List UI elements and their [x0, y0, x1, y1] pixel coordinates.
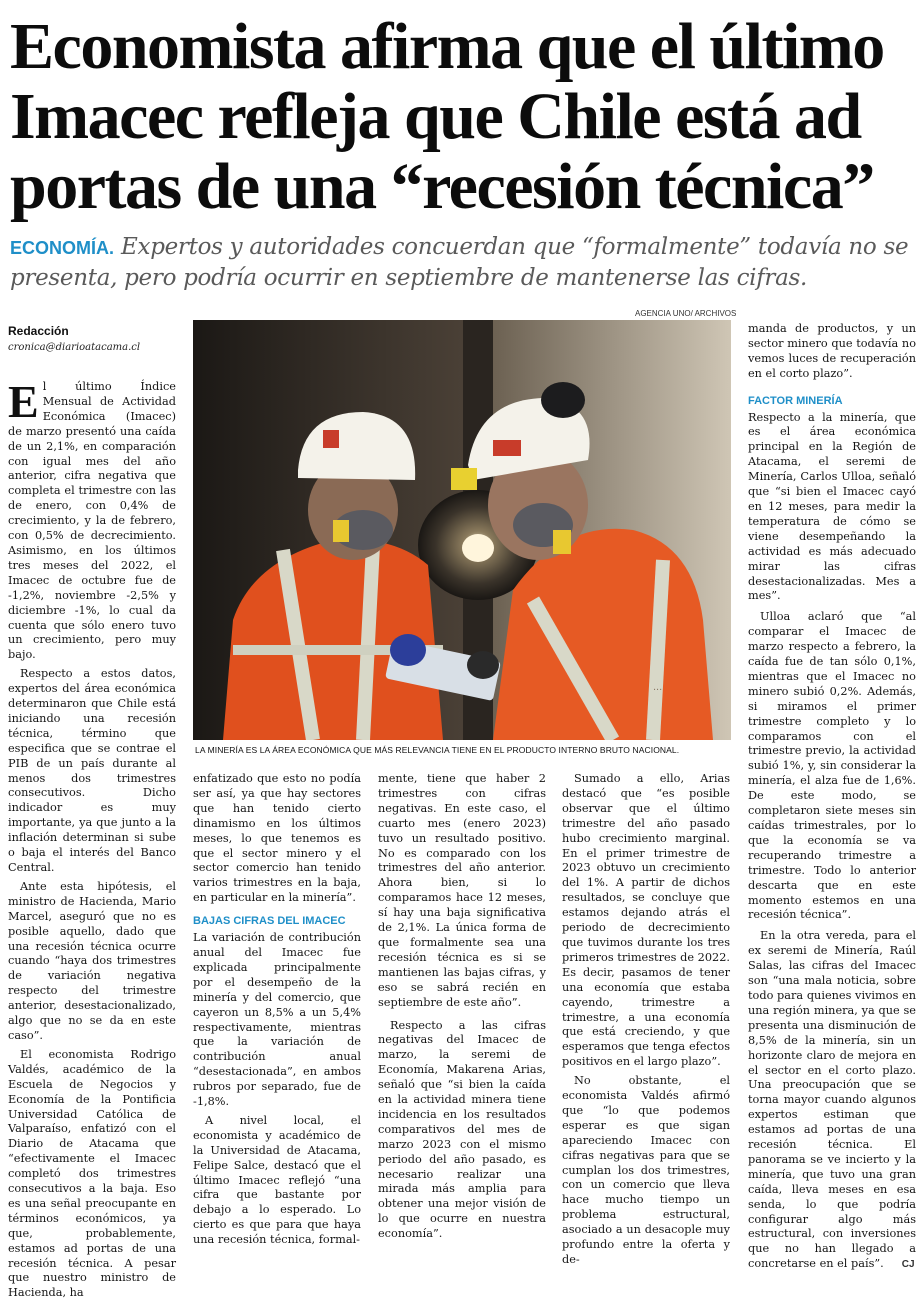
article-column-4 [562, 772, 730, 1268]
deck [10, 232, 915, 293]
article-column-5 [748, 322, 916, 1273]
col2-paragraph-3: A nivel local, el economista y académico de la Universidad de Atacama, Felipe Salce, destacó que el último Imacec reflejó “una cifra que bastante por debajo a lo esperado. Lo cierto es que para que haya una recesión técnica, formal- [193, 1113, 361, 1247]
article-column-1 [8, 376, 176, 1301]
col1-paragraph-1: l último Índice Mensual de Actividad Económica (Imacec) de marzo presentó una caída de un 2,1%, en comparación con igual mes del año anterior, cifra negativa que completa el trimestre con las de enero, con 0,4% de crecimiento, y la de febrero, con 0,5% de decrecimiento. Asimismo, en los últimos tres meses del 2022, el Imacec de octubre fue de -1,2%, noviembre -2,5% y diciembre -1%, lo cual da cuenta que sólo enero tuvo un crecimiento, pero muy bajo. [8, 380, 176, 662]
article-column-3 [378, 772, 546, 1242]
col5-paragraph-2: Ulloa aclaró que “al comparar el Imacec de marzo respecto a febrero, la caída fue de tan sólo 0,1%, mientras que el Imacec no minero subió 0,2%. Además, si miramos el primer trimestre completo y lo comparamos con el trimestre previo, la actividad subió 1%, y, sin considerar la minería, el alza fue de 1,6%. De este modo, se completaron siete meses sin caídas trimestrales, por lo que la economía se va recuperando trimestre a trimestre. Todo lo anterior descarta que en este momento estemos en una recesión técnica”. [748, 610, 916, 922]
photo-caption: LA MINERÍA ES LA ÁREA ECONÓMICA QUE MÁS RELEVANCIA TIENE EN EL PRODUCTO INTERNO BRUTO NACIONAL. [195, 745, 680, 755]
article-column-2 [193, 772, 361, 1248]
col3-paragraph-1: mente, tiene que haber 2 trimestres con cifras negativas. En este caso, el cuarto mes (enero 2023) tuvo un resultado positivo. No es comparado con los trimestres del año anterior. Ahora bien, si lo comparamos hace 12 meses, sí hay una baja significativa de 2,1%. La única forma de que formalmente sea una recesión técnica es si se mantienen las bajas cifras, y eso se sabrá recién en septiembre de este año”. [378, 772, 546, 1009]
col5-paragraph-0: manda de productos, y un sector minero que todavía no vemos luces de recuperación en el corto plazo”. [748, 322, 916, 380]
col3-paragraph-2: Respecto a las cifras negativas del Imacec de marzo, la seremi de Economía, Makarena Arias, señaló que “si bien la caída en la actividad minera tiene incidencia en los resultados comparativos del mes de marzo 2023 con el mismo periodo del año pasado, es necesario realizar una mirada más amplia para obtener una mejor visión de lo que ocurre en nuestra economía”. [378, 1018, 546, 1241]
headline: Economista afirma que el último Imacec refleja que Chile está ad portas de una “recesión técnica” [10, 10, 884, 223]
byline: Redacción [8, 324, 69, 338]
subhead-bajas-cifras: BAJAS CIFRAS DEL IMACEC [193, 915, 346, 928]
article-photo [193, 320, 731, 740]
col2-paragraph-1: enfatizado que esto no podía ser así, ya que hay sectores que han tenido cierto dinamismo en los últimos meses, lo que tenemos es que el sector minero y el sector comercio han tenido varios trimestres en la baja, en particular en la minería”. [193, 772, 361, 905]
col2-paragraph-2: La variación de contribución anual del Imacec fue explicada principalmente por el desempeño de la minería y del comercio, que cayeron un 8,5% a un 5,4% respectivamente, mientras que la variación de contribución anual “desestacionada”, en ambos rubros por separado, fue de -1,8%. [193, 931, 361, 1109]
col1-paragraph-3: Ante esta hipótesis, el ministro de Hacienda, Mario Marcel, aseguró que no es posible aquello, dado que una recesión técnica ocurre cuando “haya dos trimestres de variación negativa respecto del trimestre anterior, desestacionalizado, algo que no se da en este caso”. [8, 879, 176, 1042]
col5-paragraph-1: Respecto a la minería, que es el área económica principal en la Región de Atacama, el seremi de Minería, Carlos Ulloa, señaló que “si bien el Imacec cayó en 12 meses, para medir la temperatura de cómo se viene desempeñando la actividad es más adecuado mirar las cifras desestacionalizadas. Mes a mes”. [748, 410, 916, 603]
col5-paragraph-3 [748, 929, 916, 1273]
end-mark: CJ [901, 1259, 915, 1271]
deck-text: Expertos y autoridades concuerdan que “formalmente” todavía no se presenta, pero podría ocurrir en septiembre de mantenerse las cifras. [10, 234, 909, 291]
col4-paragraph-2: No obstante, el economista Valdés afirmó que “lo que podemos esperar es que sigan apareciendo Imacec con cifras negativas para que se cumplan los dos trimestres, con un comercio que lleva hace mucho tiempo un problema estructural, asociado a un desacople muy profundo entre la oferta y de- [562, 1074, 730, 1266]
section-kicker: ECONOMÍA. [10, 238, 115, 258]
col4-paragraph-1: Sumado a ello, Arias destacó que “es posible observar que el último trimestre del año pasado hubo crecimiento marginal. En el primer trimestre de 2023 obtuvo un crecimiento del 1%. A partir de dichos resultados, se concluye que estamos dejando atrás el periodo de decrecimiento que tuvimos durante los tres primeros trimestres de 2022. Es decir, pasamos de tener una economía que estaba cayendo, trimestre a trimestre, a una economía que está creciendo, y que esperamos que tenga efectos positivos en el largo plazo”. [562, 772, 730, 1069]
col5-paragraph-3-text: En la otra vereda, para el ex seremi de Minería, Raúl Salas, las cifras del Imacec son “una mala noticia, sobre todo para quienes vivimos en una región minera, ya que se presenta una disminución de 8,5% de la minería, sin un horizonte claro de mejora en el sector en el corto plazo. Una preocupación que se torna mayor cuando algunos expertos estiman que estamos ad portas de una recesión técnica. El panorama se ve incierto y la minería, que tuvo una gran caída, lleva meses en esa senda, lo que podría configurar algo más estructural, con inversiones que no han llegado a concretarse en el país”. [748, 929, 916, 1271]
col1-paragraph-4: El economista Rodrigo Valdés, académico de la Escuela de Negocios y Economía de la Pontificia Universidad Católica de Valparaíso, enfatizó con el Diario de Atacama que “efectivamente el Imacec completó dos trimestres consecutivos a la baja. Eso es una señal preocupante en términos económicos, ya que, probablemente, estamos ad portas de una recesión técnica. A pesar que nuestro ministro de Hacienda, ha [8, 1047, 176, 1300]
subhead-factor-mineria: FACTOR MINERÍA [748, 394, 843, 407]
col1-paragraph-2: Respecto a estos datos, expertos del área económica determinaron que Chile está iniciando una recesión técnica, término que especifica que se contrae el PIB de un país durante al menos dos trimestres consecutivos. Dicho indicador es muy importante, ya que junto a la inflación determinan si sube o baja el interés del Banco Central. [8, 667, 176, 874]
svg-text:...: ... [653, 681, 663, 693]
author-email: cronica@diarioatacama.cl [8, 342, 141, 353]
drop-cap: E [8, 376, 39, 427]
photo-credit: AGENCIA UNO/ ARCHIVOS [635, 309, 737, 318]
miners-illustration [193, 320, 731, 740]
